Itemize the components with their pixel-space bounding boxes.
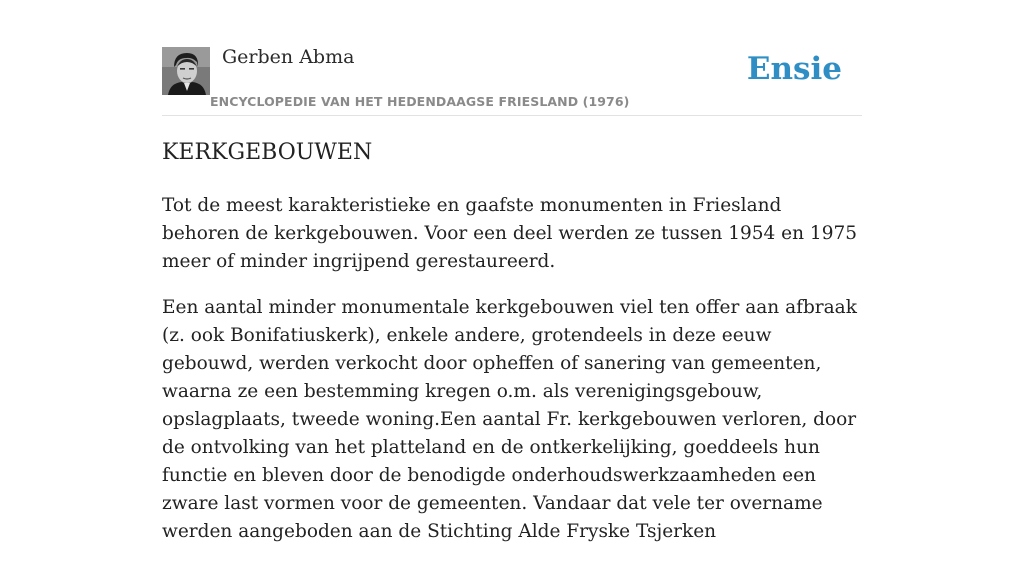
author-portrait-icon xyxy=(162,47,210,95)
ensie-logo[interactable]: Ensie xyxy=(746,51,842,87)
article-page xyxy=(162,0,862,542)
article-body xyxy=(162,192,862,564)
author-name[interactable]: Gerben Abma xyxy=(222,46,355,68)
article-paragraph: Tot de meest karakteristieke en gaafste monumenten in Friesland behoren de kerkgebouwen. Voor een deel werden ze tussen 1954 en 1975 meer of minder ingrijpend gerestaureerd. xyxy=(162,195,858,272)
article-header xyxy=(162,0,862,116)
source-label[interactable]: ENCYCLOPEDIE VAN HET HEDENDAAGSE FRIESLAND (1976) xyxy=(210,94,630,109)
author-avatar[interactable] xyxy=(162,47,210,95)
article-paragraph: Een aantal minder monumentale kerkgebouwen viel ten offer aan afbraak (z. ook Bonifatiuskerk), enkele andere, grotendeels in deze eeuw gebouwd, werden verkocht door opheffen of sanering van gemeenten, waarna ze een bestemming kregen o.m. als verenigingsgebouw, opslagplaats, tweede woning.Een aantal Fr. kerkgebouwen verloren, door de ontvolking van het platteland en de ontkerkelijking, goeddeels hun functie en bleven door de benodigde onderhoudswerkzaamheden een zware last vormen voor de gemeenten. Vandaar dat vele ter overname werden aangeboden aan de Stichting Alde Fryske Tsjerken xyxy=(162,297,857,542)
article-title: KERKGEBOUWEN xyxy=(162,140,373,165)
